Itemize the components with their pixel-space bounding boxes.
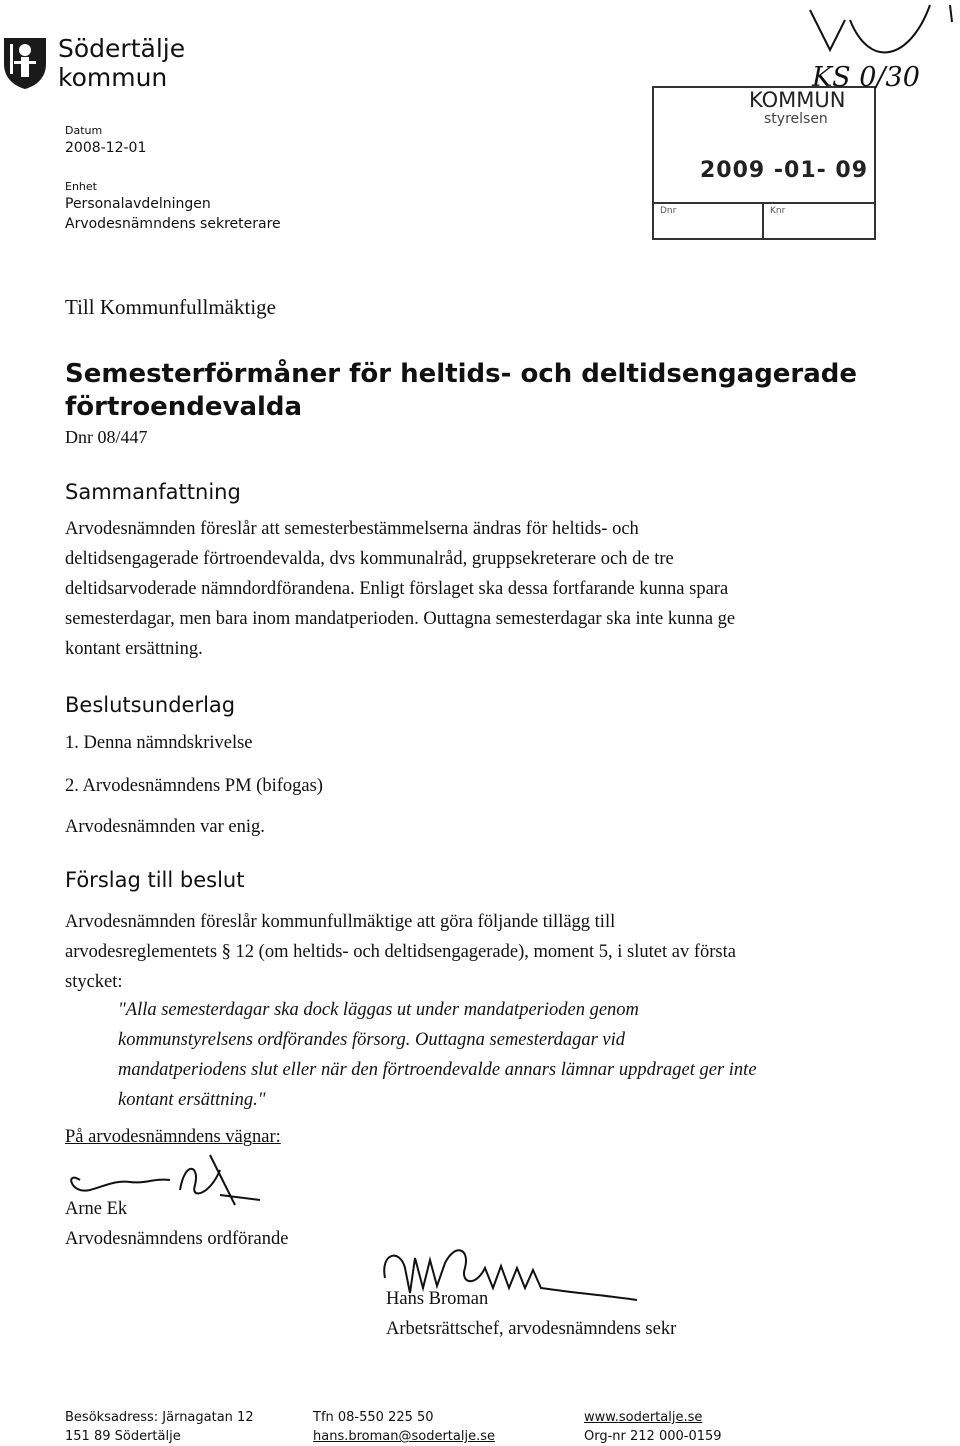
footer-visiting-address: Besöksadress: Järnagatan 12 (65, 1410, 254, 1425)
organization-name-line2: kommun (58, 63, 168, 92)
signer-2-title: Arbetsrättschef, arvodesnämndens sekr (386, 1319, 677, 1339)
handwritten-case-number: KS 0/30 (812, 62, 920, 93)
stamp-dnr-label: Dnr (660, 206, 677, 216)
footer-website-link[interactable]: www.sodertalje.se (584, 1410, 703, 1425)
basis-note: Arvodesnämnden var enig. (65, 817, 265, 837)
basis-item: 1. Denna nämndskrivelse (65, 733, 253, 753)
footer-postal-address: 151 89 Södertälje (65, 1429, 181, 1444)
stamp-line2: styrelsen (764, 111, 828, 127)
proposal-quote: "Alla semesterdagar ska dock läggas ut under mandatperioden genom kommunstyrelsens ordförandes försorg. Outtagna semesterdagar vid mandatperiodens slut eller när den förtroendevalde annars lämnar uppdraget ger inte kontant ersättning." (118, 1000, 757, 1110)
organization-name-line1: Södertälje (58, 34, 186, 63)
signer-1-name: Arne Ek (65, 1199, 128, 1219)
document-title: Semesterförmåner för heltids- och deltidsengagerade förtroendevalda (65, 359, 858, 422)
footer-phone: Tfn 08-550 225 50 (313, 1410, 434, 1425)
stamp-divider (654, 202, 874, 204)
proposal-heading: Förslag till beslut (65, 868, 245, 892)
footer-email-link[interactable]: hans.broman@sodertalje.se (313, 1429, 495, 1444)
footer-org-number: Org-nr 212 000-0159 (584, 1429, 722, 1444)
stamp-date: 2009 -01- 09 (700, 158, 869, 183)
unit-value-2: Arvodesnämndens sekreterare (65, 216, 281, 232)
stamp-knr-label: Knr (770, 206, 786, 216)
registration-stamp (652, 86, 874, 240)
basis-heading: Beslutsunderlag (65, 693, 236, 717)
signer-1-title: Arvodesnämndens ordförande (65, 1229, 289, 1249)
summary-heading: Sammanfattning (65, 480, 241, 504)
signer-2-name: Hans Broman (386, 1289, 489, 1309)
stamp-frame (652, 86, 876, 240)
proposal-text: Arvodesnämnden föreslår kommunfullmäktige att göra följande tillägg till arvodesreglementets § 12 (om heltids- och deltidsengagerade), moment 5, i slutet av första stycket: (65, 912, 736, 992)
date-label: Datum (65, 124, 103, 137)
stamp-vertical-divider (762, 202, 764, 239)
summary-text: Arvodesnämnden föreslår att semesterbestämmelserna ändras för heltids- och deltidsengagerade förtroendevalda, dvs kommunalråd, gruppsekreterare och de tre deltidsarvoderade nämndordförandena. Enligt förslaget ska dessa fortfarande kunna spara semesterdagar, men bara inom mandatperioden. Outtagna semesterdagar ska inte kunna ge kontant ersättning. (65, 519, 736, 659)
unit-label: Enhet (65, 180, 97, 193)
footer-web (584, 1408, 722, 1446)
organization-name (58, 34, 185, 92)
basis-item: 2. Arvodesnämndens PM (bifogas) (65, 776, 323, 796)
on-behalf-line: På arvodesnämndens vägnar: (65, 1127, 281, 1147)
case-number: Dnr 08/447 (65, 427, 148, 447)
footer-address (65, 1408, 254, 1446)
footer-contact (313, 1408, 495, 1446)
stamp-line1: KOMMUN (749, 88, 846, 112)
municipality-coat-of-arms-logo (0, 34, 50, 90)
unit-value-1: Personalavdelningen (65, 196, 211, 212)
recipient: Till Kommunfullmäktige (65, 295, 276, 319)
date-value: 2008-12-01 (65, 140, 147, 156)
